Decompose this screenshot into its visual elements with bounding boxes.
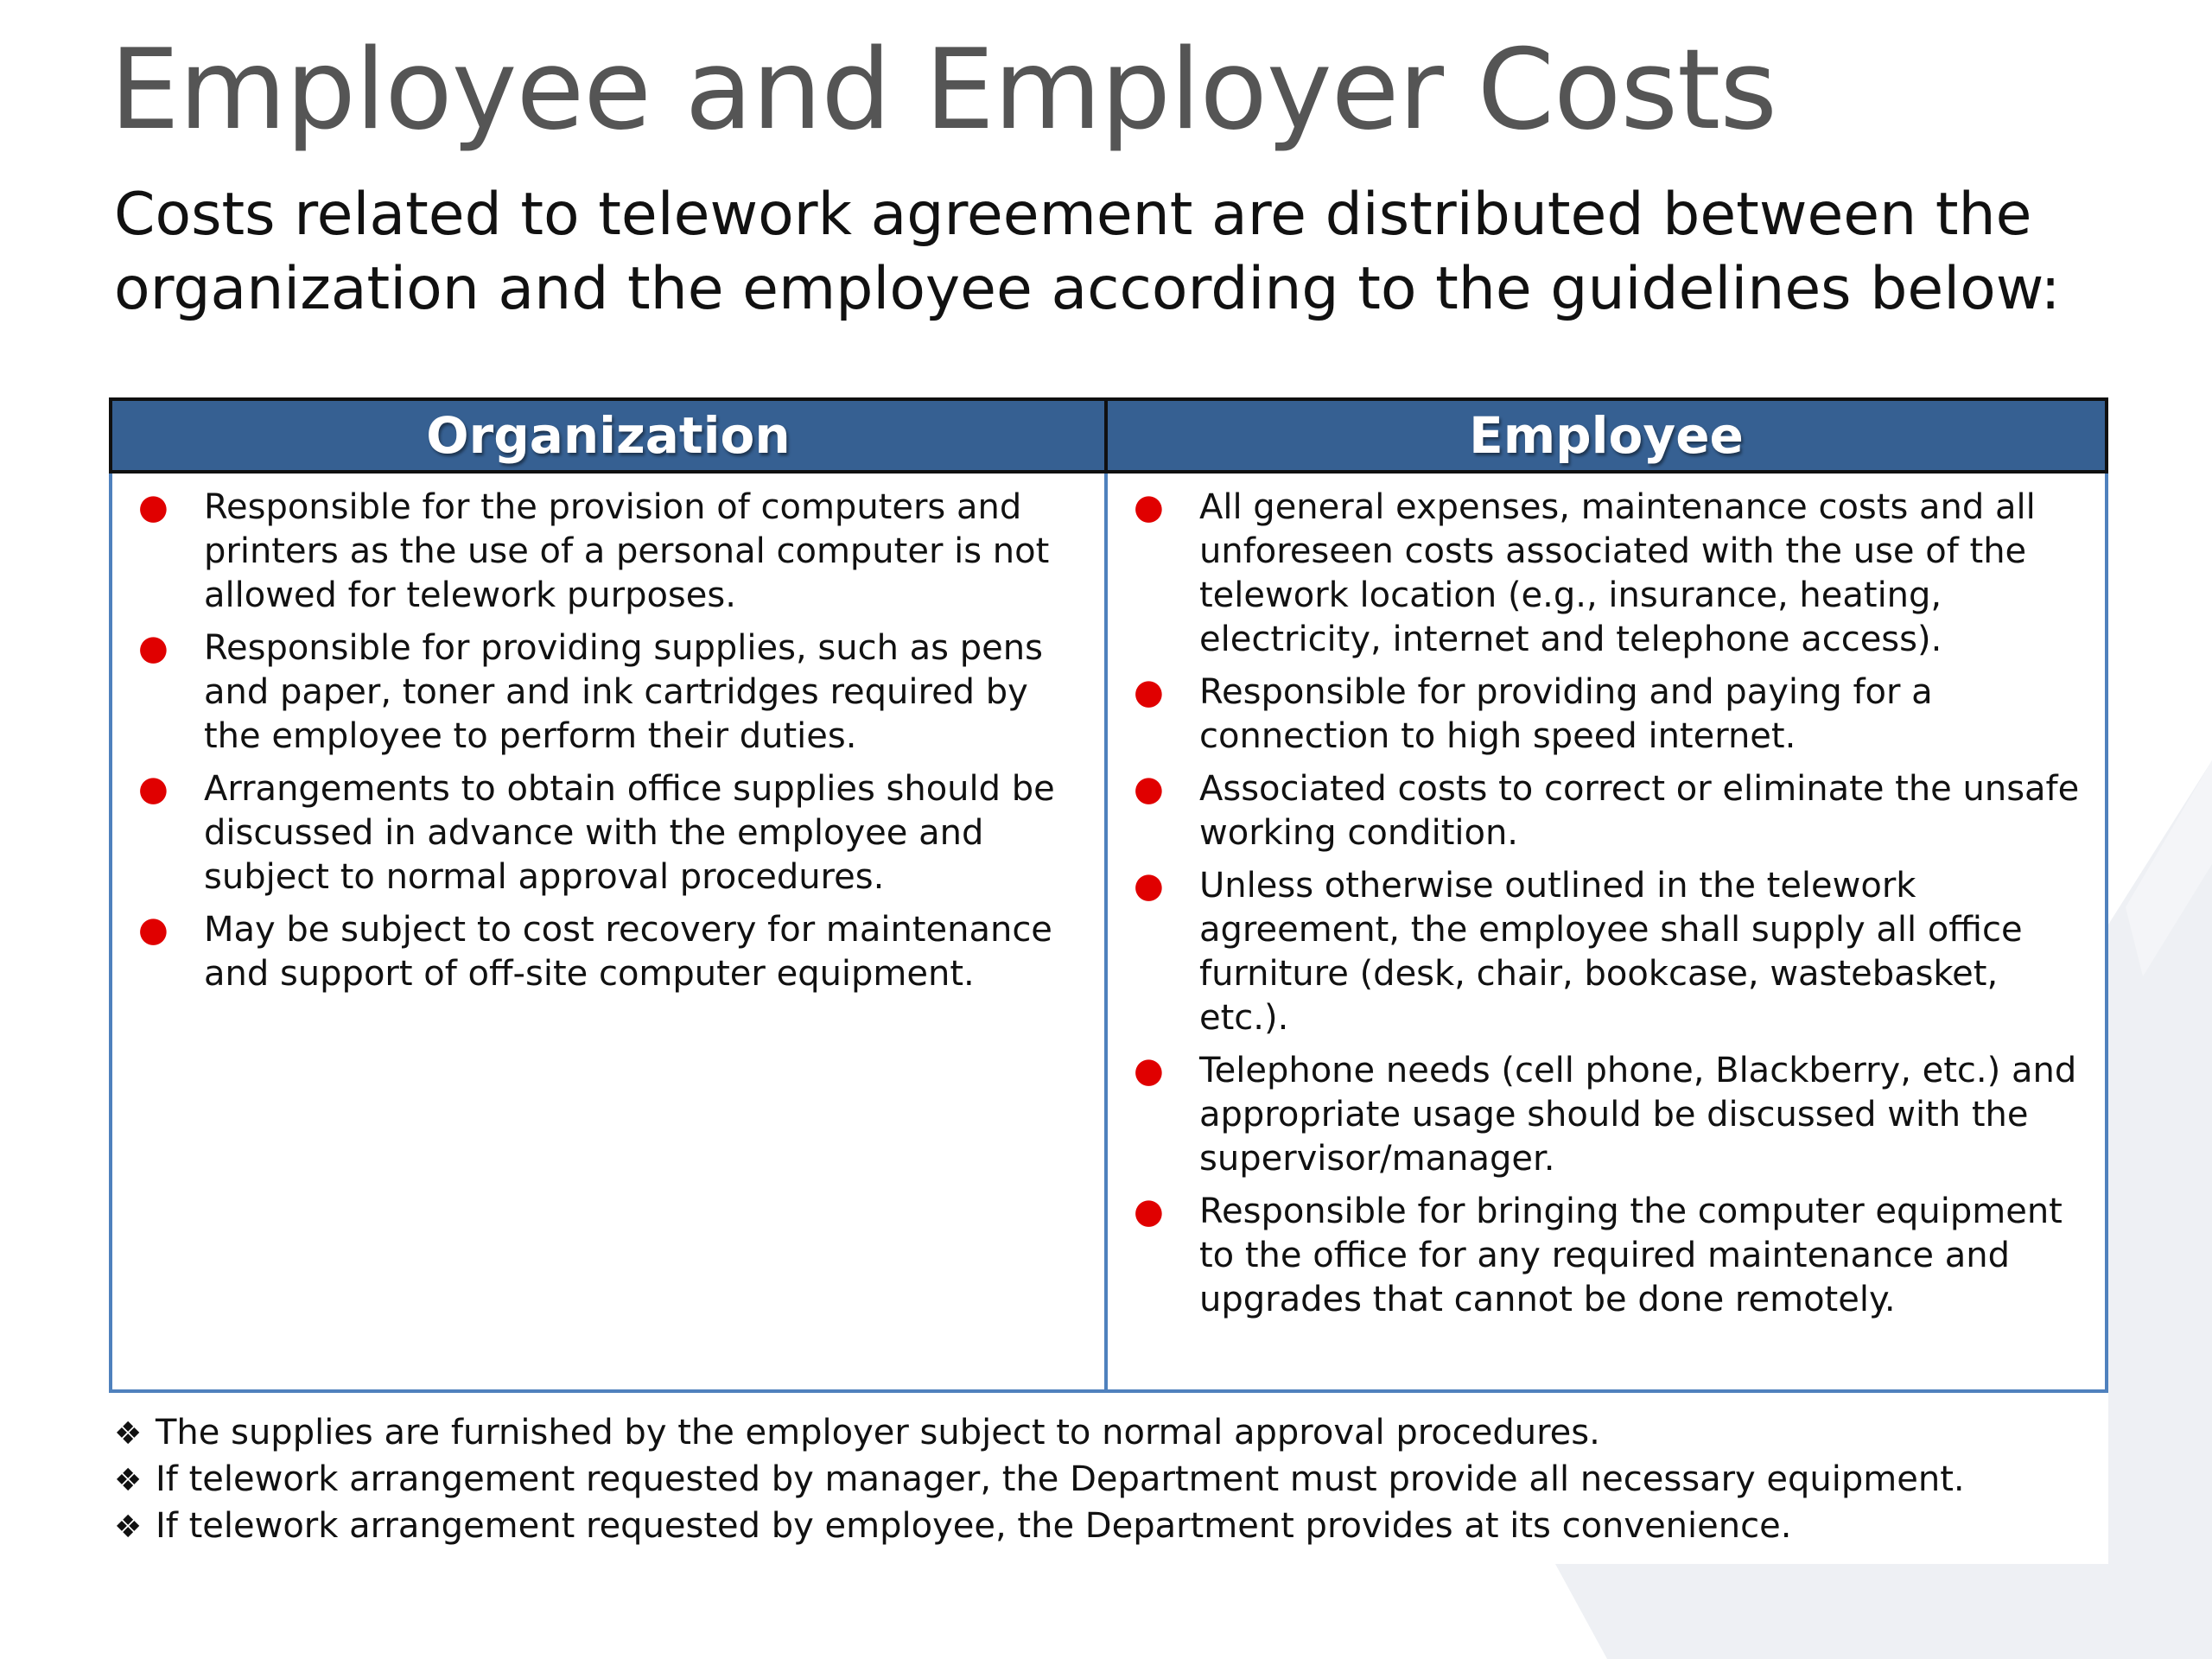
bullet-icon: ●	[1134, 1051, 1164, 1090]
bullet-icon: ●	[1134, 672, 1164, 712]
organization-list	[138, 486, 1087, 996]
list-item	[1134, 671, 2088, 759]
footnote-item	[114, 1503, 2171, 1550]
cost-distribution-table	[109, 397, 2108, 1393]
list-item-text: Unless otherwise outlined in the telework agreement, the employee shall supply all office furniture (desk, chair, bookcase, wastebasket, etc.).	[1199, 866, 2023, 1038]
list-item-text: All general expenses, maintenance costs and all unforeseen costs associated with the use of the telework location (e.g., insurance, heating, electricity, internet and telephone access).	[1199, 487, 2036, 659]
list-item-text: Telephone needs (cell phone, Blackberry, etc.) and appropriate usage should be discussed with the supervisor/manager.	[1199, 1051, 2077, 1179]
footnote-text: If telework arrangement requested by manager, the Department must provide all necessary equipment.	[156, 1459, 1965, 1499]
list-item-text: Associated costs to correct or eliminate the unsafe working condition.	[1199, 769, 2080, 853]
footnotes-list	[114, 1410, 2171, 1550]
footnote-item	[114, 1457, 2171, 1503]
footnote-text: The supplies are furnished by the employer subject to normal approval procedures.	[156, 1413, 1600, 1452]
list-item	[1134, 864, 2088, 1040]
list-item-text: May be subject to cost recovery for maintenance and support of off-site computer equipment.	[204, 910, 1052, 994]
list-item	[1134, 1190, 2088, 1322]
list-item-text: Arrangements to obtain office supplies should be discussed in advance with the employee and subject to normal approval procedures.	[204, 769, 1055, 897]
bullet-icon: ●	[1134, 866, 1164, 906]
list-item-text: Responsible for providing supplies, such as pens and paper, toner and ink cartridges required by the employee to perform their duties.	[204, 628, 1043, 756]
header-employee: Employee	[1106, 399, 2107, 472]
list-item	[138, 908, 1087, 996]
list-item	[1134, 767, 2088, 855]
list-item	[1134, 486, 2088, 662]
header-organization: Organization	[111, 399, 1106, 472]
bullet-icon: ●	[1134, 1192, 1164, 1231]
bullet-icon: ●	[1134, 487, 1164, 527]
footnote-item	[114, 1410, 2171, 1457]
list-item-text: Responsible for providing and paying for a connection to high speed internet.	[1199, 672, 1933, 756]
table-header-row	[111, 399, 2107, 472]
list-item	[138, 626, 1087, 759]
footnote-text: If telework arrangement requested by employee, the Department provides at its convenience.	[156, 1506, 1792, 1546]
bullet-icon: ●	[138, 487, 168, 527]
bullet-icon: ●	[1134, 769, 1164, 809]
organization-column	[111, 472, 1106, 1391]
employee-list	[1134, 486, 2088, 1322]
list-item-text: Responsible for bringing the computer equipment to the office for any required maintenance and upgrades that cannot be done remotely.	[1199, 1192, 2063, 1319]
table-body-row	[111, 472, 2107, 1391]
diamond-bullet-icon: ❖	[114, 1416, 143, 1452]
list-item-text: Responsible for the provision of computers and printers as the use of a personal computer is not allowed for telework purposes.	[204, 487, 1050, 615]
diamond-bullet-icon: ❖	[114, 1510, 143, 1545]
slide-title: Employee and Employer Costs	[110, 26, 1777, 155]
employee-column	[1106, 472, 2107, 1391]
list-item	[138, 767, 1087, 899]
bullet-icon: ●	[138, 910, 168, 950]
bullet-icon: ●	[138, 769, 168, 809]
diamond-bullet-icon: ❖	[114, 1463, 143, 1498]
bullet-icon: ●	[138, 628, 168, 668]
list-item	[138, 486, 1087, 618]
intro-text: Costs related to telework agreement are distributed between the organization and the employee according to the guidelines below:	[114, 181, 2061, 323]
list-item	[1134, 1049, 2088, 1181]
